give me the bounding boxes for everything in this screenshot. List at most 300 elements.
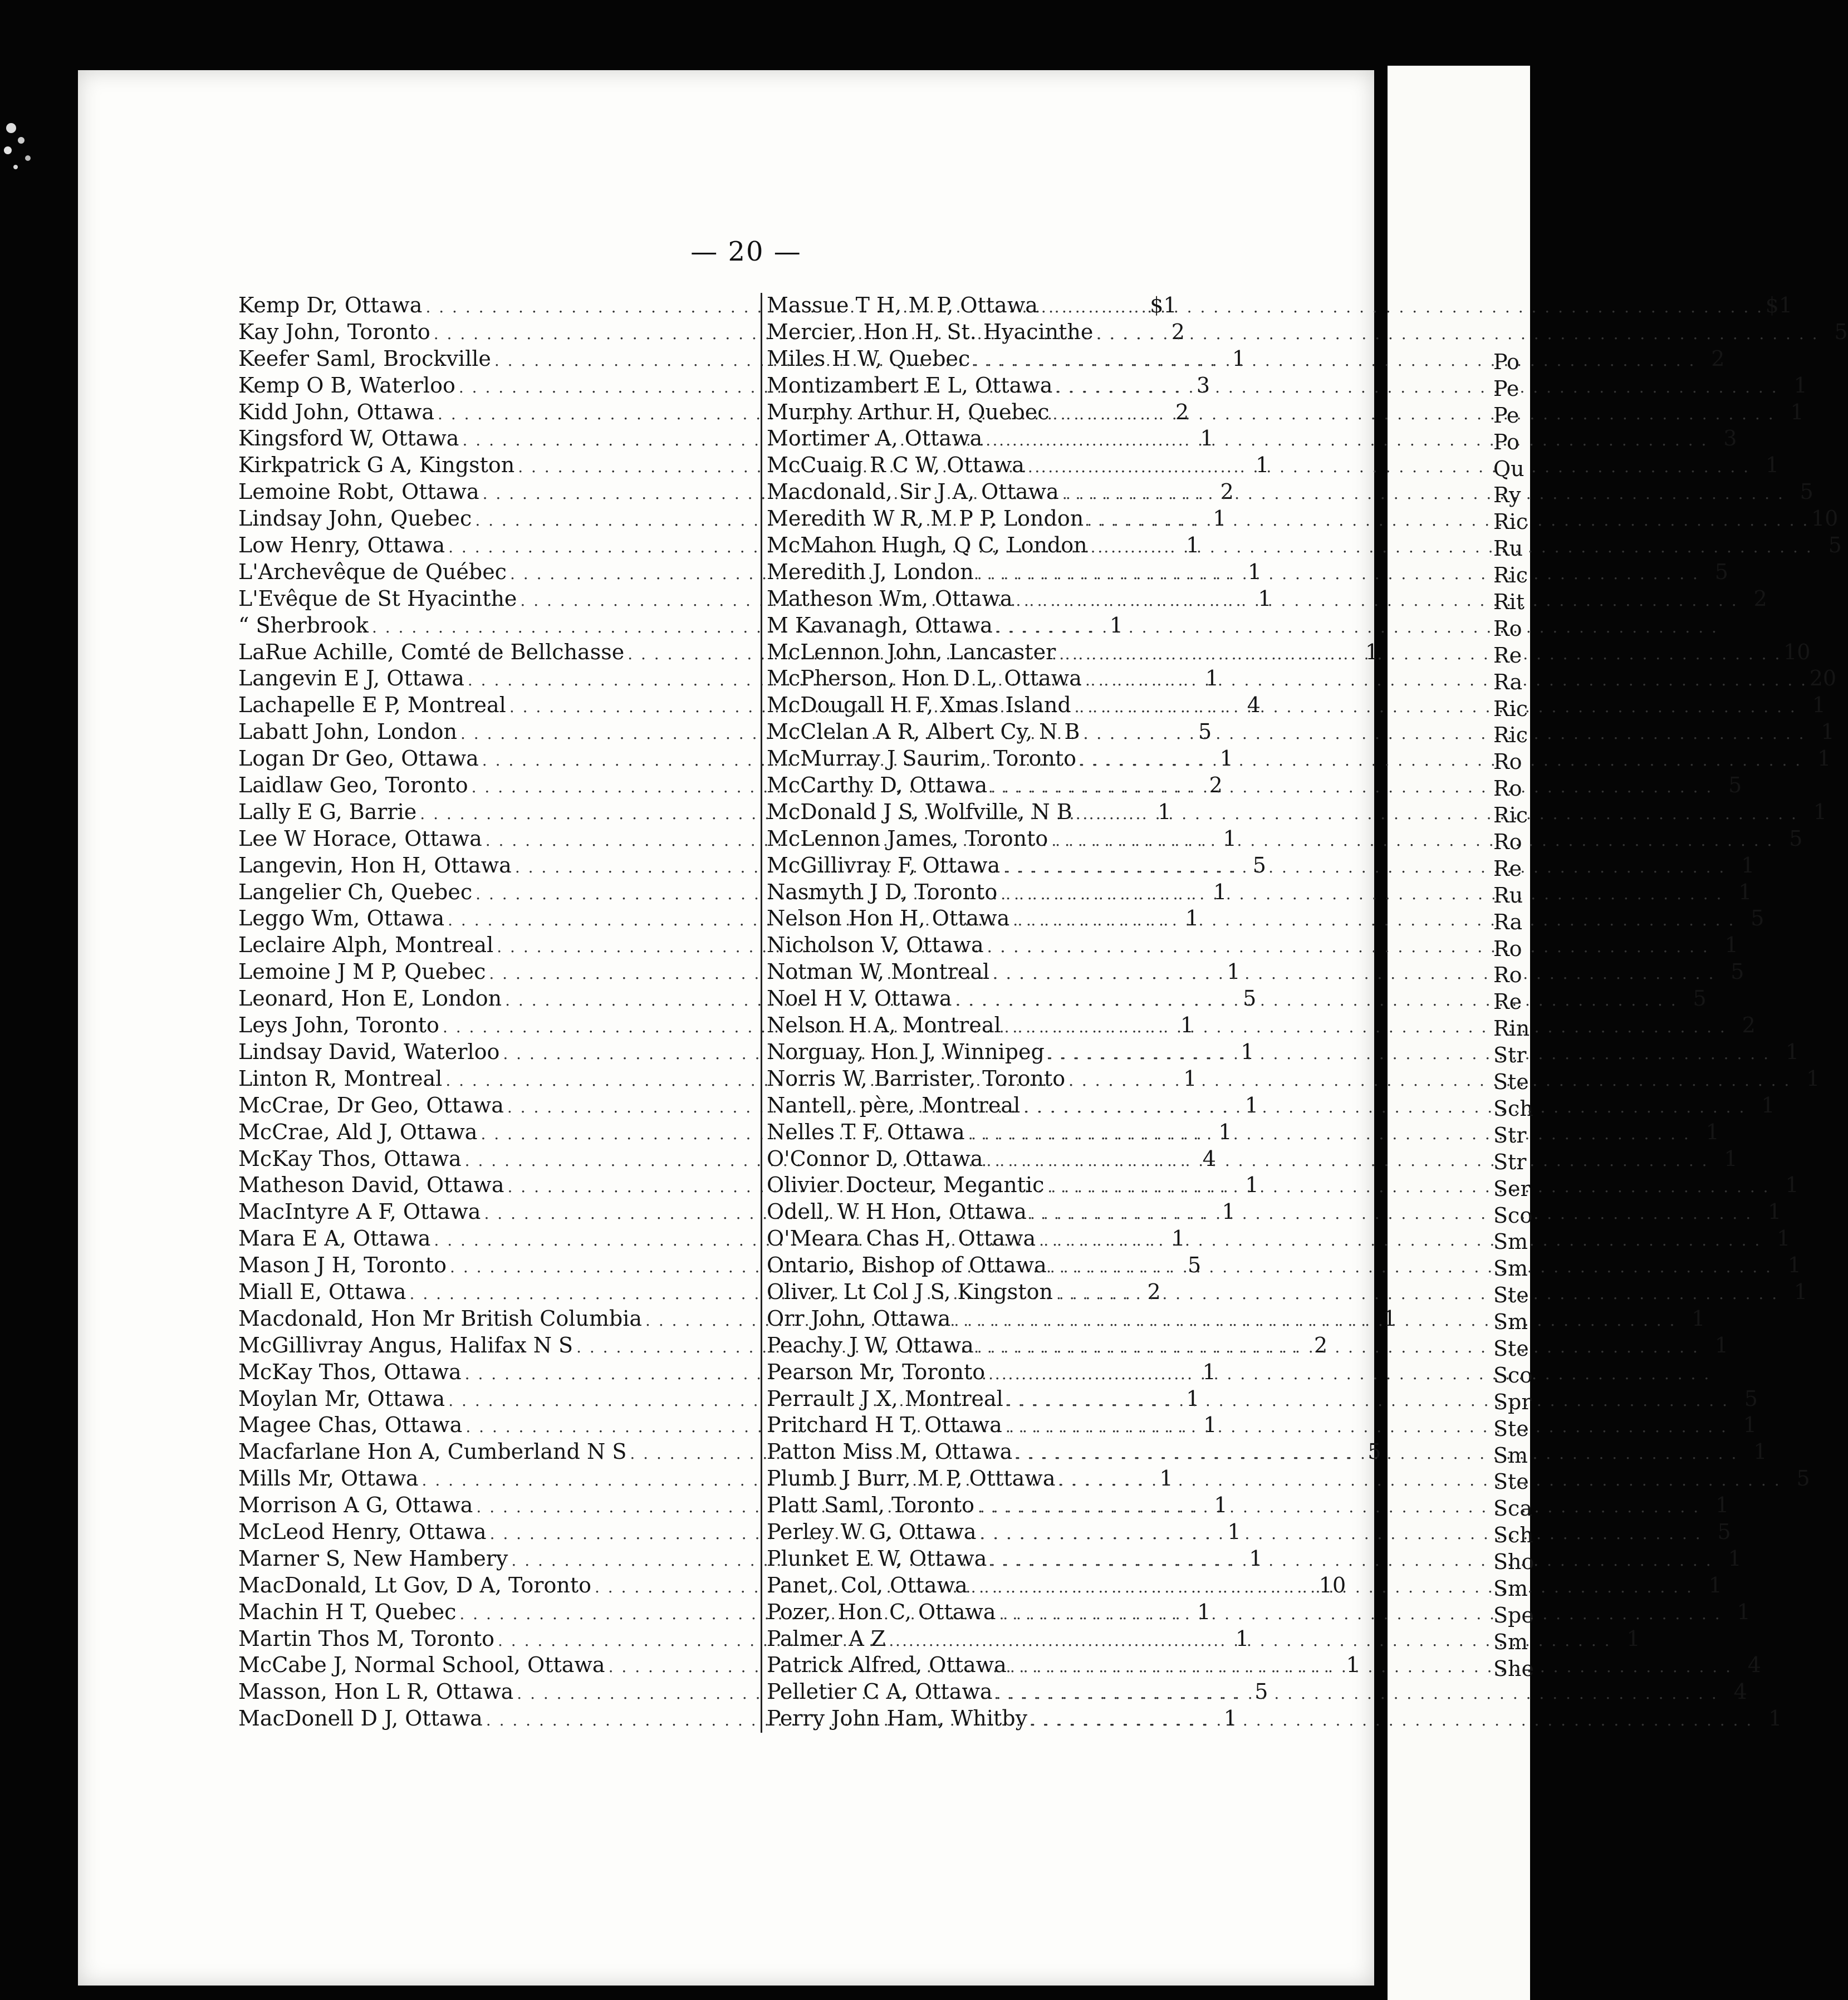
- next-page-fragment: Ric: [1493, 563, 1528, 588]
- leader-dots: [1091, 538, 1813, 556]
- subscriber-name: Magee Chas, Ottawa: [238, 1413, 463, 1438]
- next-page-fragment: Po: [1493, 350, 1519, 374]
- leader-dots: [1006, 1418, 1728, 1436]
- subscriber-name: Orr John, Ottawa: [767, 1306, 951, 1331]
- subscription-amount: 4: [1247, 693, 1261, 718]
- leader-dots: [1030, 1204, 1752, 1223]
- subscription-amount: 5: [1751, 906, 1764, 931]
- subscriber-name: Kirkpatrick G A, Kingston: [238, 453, 515, 478]
- subscriber-entry: [767, 319, 1848, 346]
- subscription-amount: 1: [1158, 799, 1171, 824]
- subscription-amount: 5: [1731, 959, 1744, 984]
- subscription-amount: 1: [1171, 1226, 1185, 1251]
- subscription-amount: 1: [1213, 879, 1227, 904]
- subscription-amount: 5: [1717, 1519, 1731, 1544]
- subscriber-name: McCarthy D, Ottawa: [767, 773, 988, 798]
- next-page-fragment: Qu: [1493, 456, 1525, 481]
- subscriber-name: Odell, W H Hon, Ottawa: [767, 1199, 1027, 1224]
- leader-dots: [1058, 1471, 1781, 1489]
- subscription-amount: 1: [1743, 1413, 1757, 1438]
- subscriber-name: McKay Thos, Ottawa: [238, 1146, 462, 1171]
- subscriber-name: McGillivray Angus, Halifax N S: [238, 1332, 573, 1357]
- subscriber-name: McCrae, Dr Geo, Ottawa: [238, 1092, 504, 1117]
- leader-dots: [1007, 1391, 1729, 1410]
- next-page-fragment: Rin: [1493, 1016, 1530, 1041]
- next-page-fragment: Ro: [1493, 936, 1522, 961]
- subscriber-name: Mercier, Hon H, St. Hyacinthe: [767, 319, 1094, 344]
- subscriber-name: Lemoine J M P, Quebec: [238, 959, 486, 984]
- subscription-amount: 1: [1186, 1386, 1200, 1411]
- subscription-amount: 1: [1365, 639, 1379, 664]
- next-page-fragment: Sm: [1493, 1310, 1528, 1335]
- leader-dots: [1016, 591, 1738, 610]
- subscription-amount: 1: [1785, 1039, 1799, 1064]
- subscription-amount: 1: [1793, 1279, 1808, 1304]
- leader-dots: [1031, 1711, 1753, 1729]
- subscription-amount: 5: [1254, 1679, 1268, 1704]
- leader-dots: [993, 964, 1715, 983]
- next-page-fragment: Sm: [1493, 1629, 1528, 1654]
- subscription-amount: 1: [1806, 1066, 1820, 1091]
- leader-dots: [988, 1365, 1710, 1383]
- subscription-amount: 1: [1793, 372, 1807, 398]
- subscriber-name: Kingsford W, Ottawa: [238, 426, 459, 451]
- subscriber-name: Langevin E J, Ottawa: [238, 666, 464, 691]
- subscription-amount: 1: [1383, 1306, 1397, 1331]
- next-page-fragment: Ru: [1493, 536, 1523, 561]
- subscription-amount: 10: [1318, 1572, 1346, 1597]
- subscriber-name: Plunket E W, Ottawa: [767, 1546, 987, 1571]
- subscriber-name: Moylan Mr, Ottawa: [238, 1386, 445, 1411]
- subscription-amount: 1: [1765, 453, 1780, 478]
- subscriber-name: Nelson H A, Montreal: [767, 1013, 1001, 1038]
- next-page-fragment: Ro: [1493, 749, 1522, 774]
- subscriber-name: Miall E, Ottawa: [238, 1279, 406, 1304]
- subscription-amount: 5: [1796, 1466, 1810, 1491]
- subscription-amount: 1: [1205, 666, 1219, 691]
- subscriber-name: Nicholson V, Ottawa: [767, 933, 984, 958]
- subscriber-name: Langevin, Hon H, Ottawa: [238, 852, 512, 878]
- subscriber-name: M Kavanagh, Ottawa: [767, 612, 993, 638]
- subscriber-name: Martin Thos M, Toronto: [238, 1626, 494, 1651]
- leader-dots: [1039, 1231, 1761, 1249]
- subscriber-name: Perley W G, Ottawa: [767, 1519, 977, 1544]
- leader-dots: [973, 351, 1695, 370]
- next-page-fragment: Ro: [1493, 830, 1522, 855]
- subscriber-name: Norris W, Barrister, Toronto: [767, 1066, 1066, 1091]
- leader-dots: [1068, 1071, 1791, 1090]
- subscription-amount: 5: [1744, 1386, 1758, 1411]
- subscriber-name: “ Sherbrook: [238, 612, 369, 638]
- subscriber-name: Lindsay John, Quebec: [238, 506, 472, 531]
- subscriber-name: Massue T H, M P, Ottawa: [767, 293, 1038, 317]
- subscriber-name: MacDonell D J, Ottawa: [238, 1706, 483, 1731]
- subscriber-name: Machin H T, Quebec: [238, 1599, 457, 1624]
- subscription-amount: 1: [1245, 1173, 1259, 1198]
- subscription-amount: 2: [1171, 319, 1185, 344]
- subscriber-name: Lemoine Robt, Ottawa: [238, 479, 479, 504]
- subscriber-name: Labatt John, London: [238, 719, 457, 744]
- subscriber-entry: [767, 1439, 1767, 1466]
- subscriber-name: McMurray J Saurim, Toronto: [767, 746, 1077, 771]
- subscription-amount: 2: [1753, 586, 1767, 611]
- next-page-fragment: Pe: [1493, 403, 1519, 428]
- subscriber-name: Keefer Saml, Brockville: [238, 346, 491, 371]
- subscription-amount: $1: [1765, 293, 1793, 317]
- next-page-fragment: Ro: [1493, 963, 1522, 988]
- subscription-amount: 5: [1834, 319, 1848, 344]
- subscriber-name: McPherson, Hon D L, Ottawa: [767, 666, 1082, 691]
- subscriber-name: Leonard, Hon E, London: [238, 986, 502, 1011]
- leader-dots: [996, 618, 1718, 636]
- leader-dots: [999, 1605, 1722, 1623]
- subscription-amount: 5: [1243, 986, 1257, 1011]
- subscriber-name: Leggo Wm, Ottawa: [238, 906, 445, 931]
- subscriber-name: Leys John, Toronto: [238, 1013, 439, 1038]
- subscriber-name: Meredith J, London: [767, 559, 974, 584]
- leader-dots: [1010, 1658, 1732, 1676]
- subscription-amount: 1: [1258, 586, 1272, 611]
- next-page-fragment: Ste: [1493, 1283, 1529, 1308]
- page-number: — 20 —: [690, 236, 802, 267]
- leader-dots: [954, 1311, 1676, 1330]
- leader-dots: [1052, 405, 1775, 423]
- next-page-fragment: Spe: [1493, 1602, 1534, 1628]
- next-page-fragment: Pe: [1493, 376, 1519, 401]
- subscriber-name: Lindsay David, Waterloo: [238, 1039, 500, 1064]
- next-page-fragment: Sch: [1493, 1523, 1533, 1548]
- subscription-amount: 3: [1723, 426, 1737, 451]
- subscription-amount: 1: [1241, 1039, 1254, 1064]
- next-page-fragment: Sho: [1493, 1550, 1535, 1575]
- subscriber-name: Morrison A G, Ottawa: [238, 1493, 473, 1518]
- subscriber-name: Langelier Ch, Quebec: [238, 879, 473, 904]
- subscription-amount: 5: [1693, 986, 1707, 1011]
- subscription-amount: 5: [1188, 1253, 1202, 1278]
- leader-dots: [1087, 511, 1809, 530]
- next-page-fragment: Ste: [1493, 1336, 1529, 1361]
- subscription-amount: 1: [1787, 1253, 1801, 1278]
- leader-dots: [996, 1684, 1718, 1703]
- subscriber-name: Lee W Horace, Ottawa: [238, 826, 482, 851]
- subscription-amount: 2: [1175, 399, 1189, 424]
- subscription-amount: 1: [1724, 1146, 1738, 1171]
- subscription-amount: 10: [1783, 639, 1811, 664]
- subscriber-name: McMahon Hugh, Q C, London: [767, 533, 1087, 558]
- leader-dots: [1062, 484, 1785, 503]
- subscription-amount: 1: [1223, 826, 1237, 851]
- leader-dots: [1028, 458, 1750, 476]
- subscriber-name: Low Henry, Ottawa: [238, 533, 445, 558]
- subscription-amount: 1: [1790, 399, 1804, 424]
- next-page-fragment: Sca: [1493, 1496, 1532, 1521]
- subscriber-name: Kidd John, Ottawa: [238, 399, 435, 424]
- subscription-amount: 1: [1214, 1493, 1228, 1518]
- leader-dots: [1096, 325, 1818, 343]
- leader-dots: [1050, 1258, 1772, 1276]
- subscriber-entry: [767, 1360, 1270, 1386]
- subscription-amount: 5: [1789, 826, 1803, 851]
- subscriber-name: Lachapelle E P, Montreal: [238, 693, 506, 718]
- subscriber-name: Matheson David, Ottawa: [238, 1173, 504, 1198]
- next-page-fragment: Po: [1493, 429, 1519, 454]
- next-page-fragment: Sco: [1493, 1362, 1533, 1388]
- next-page-fragment: Str: [1493, 1122, 1527, 1148]
- subscriber-name: Pelletier C A, Ottawa: [767, 1679, 993, 1704]
- subscriber-name: Oliver, Lt Col J S, Kingston: [767, 1279, 1053, 1304]
- subscription-amount: 1: [1785, 1173, 1799, 1198]
- next-page-fragment: Str: [1493, 1149, 1527, 1174]
- subscription-amount: 1: [1714, 1332, 1728, 1357]
- leader-dots: [955, 991, 1678, 1009]
- leader-dots: [1056, 1285, 1778, 1303]
- subscription-amount: 1: [1109, 612, 1124, 638]
- subscription-amount: 1: [1183, 1066, 1197, 1091]
- subscription-amount: 1: [1227, 959, 1241, 984]
- subscriber-name: Mills Mr, Ottawa: [238, 1466, 419, 1491]
- leader-dots: [1048, 1045, 1770, 1063]
- subscription-amount: 2: [1711, 346, 1725, 371]
- subscription-amount: 1: [1249, 1546, 1263, 1571]
- leader-dots: [1004, 1018, 1727, 1036]
- subscription-amount: 4: [1202, 1146, 1216, 1171]
- subscription-amount: 1: [1767, 1199, 1782, 1224]
- subscription-amount: 1: [1346, 1653, 1360, 1678]
- subscriber-name: Plumb J Burr, M P, Otttawa: [767, 1466, 1056, 1491]
- subscription-amount: 1: [1203, 1413, 1217, 1438]
- leader-dots: [986, 1151, 1708, 1170]
- subscriber-name: Meredith W R, M P P, London: [767, 506, 1084, 531]
- subscriber-name: Platt Saml, Toronto: [767, 1493, 974, 1518]
- subscriber-name: Nasmyth J D, Toronto: [767, 879, 998, 904]
- subscriber-name: McLennon John, Lancaster: [767, 639, 1056, 664]
- subscriber-name: O'Meara Chas H, Ottawa: [767, 1226, 1036, 1251]
- subscriber-name: McClelan A R, Albert Cy, N B: [767, 719, 1080, 744]
- subscriber-name: Montizambert E L, Ottawa: [767, 372, 1053, 398]
- next-page-fragment: Ro: [1493, 776, 1522, 801]
- subscriber-name: Lally E G, Barrie: [238, 799, 417, 824]
- subscriber-name: Perrault J X, Montreal: [767, 1386, 1003, 1411]
- next-page-fragment: Ste: [1493, 1416, 1529, 1441]
- subscription-amount: 1: [1227, 1519, 1241, 1544]
- subscriber-name: Masson, Hon L R, Ottawa: [238, 1679, 514, 1704]
- subscriber-name: Matheson Wm, Ottawa: [767, 586, 1013, 611]
- leader-dots: [990, 1551, 1712, 1570]
- subscriber-name: Pritchard H T, Ottawa: [767, 1413, 1002, 1438]
- subscriber-name: McDougall H F, Xmas Island: [767, 693, 1071, 718]
- subscriber-name: L'Evêque de St Hyacinthe: [238, 586, 517, 611]
- next-page-fragment: Sm: [1493, 1256, 1528, 1281]
- next-page-fragment: Ric: [1493, 723, 1528, 748]
- subscriber-name: Norguay, Hon J, Winnipeg: [767, 1039, 1045, 1064]
- subscription-amount: 1: [1186, 533, 1200, 558]
- subscriber-name: McCuaig R C W, Ottawa: [767, 453, 1025, 478]
- subscriber-name: McGillivray F, Ottawa: [767, 852, 1001, 878]
- subscriber-name: Nantell, père, Montreal: [767, 1092, 1021, 1117]
- subscription-amount: 1: [1692, 1306, 1705, 1331]
- subscriber-name: Leclaire Alph, Montreal: [238, 933, 494, 958]
- next-page-fragment: Ser: [1493, 1176, 1531, 1201]
- subscription-amount: 1: [1197, 1599, 1211, 1624]
- leader-dots: [980, 1524, 1702, 1543]
- subscription-amount: 5: [1367, 1439, 1381, 1464]
- next-page-fragment: Sm: [1493, 1576, 1528, 1601]
- subscriber-name: Palmer A Z: [767, 1626, 886, 1651]
- subscriber-entry: [767, 826, 1803, 853]
- next-page-fragment: Ro: [1493, 616, 1522, 641]
- subscriber-name: Noel H V, Ottawa: [767, 986, 952, 1011]
- subscription-amount: $1: [1150, 293, 1177, 317]
- subscriber-name: Mara E A, Ottawa: [238, 1226, 431, 1251]
- next-page-fragment: Rit: [1493, 590, 1525, 615]
- next-page-fragment: Ra: [1493, 669, 1523, 694]
- subscriber-name: Panet, Col, Ottawa: [767, 1572, 968, 1597]
- scan-specks: [0, 111, 50, 184]
- subscription-amount: 1: [1741, 852, 1755, 878]
- subscriber-name: Nelles T F, Ottawa: [767, 1119, 965, 1144]
- subscription-amount: 20: [1809, 666, 1837, 691]
- subscriber-name: McCrae, Ald J, Ottawa: [238, 1119, 478, 1144]
- subscriber-name: Kay John, Toronto: [238, 319, 430, 344]
- subscriber-name: O'Connor D, Ottawa: [767, 1146, 983, 1171]
- subscription-amount: 1: [1202, 1359, 1216, 1384]
- subscriber-entry: [767, 1706, 1782, 1733]
- leader-dots: [977, 1338, 1699, 1356]
- subscriber-name: McLennon James, Toronto: [767, 826, 1048, 851]
- subscription-amount: 1: [1232, 346, 1246, 371]
- next-page-fragment: Sch: [1493, 1096, 1533, 1121]
- next-page-fragment: Sm: [1493, 1229, 1528, 1254]
- subscription-amount: 2: [1209, 773, 1223, 798]
- next-page-fragment: Ste: [1493, 1469, 1529, 1494]
- subscription-amount: 1: [1223, 1706, 1237, 1731]
- subscriber-name: Pearson Mr, Toronto: [767, 1359, 986, 1384]
- subscriber-name: Macfarlane Hon A, Cumberland N S: [238, 1439, 627, 1464]
- subscription-amount: 1: [1737, 1599, 1751, 1624]
- subscription-amount: 1: [1821, 719, 1835, 744]
- subscription-amount: 1: [1235, 1626, 1249, 1651]
- subscription-amount: 1: [1213, 506, 1227, 531]
- subscriber-name: Ontario, Bishop of Ottawa: [767, 1253, 1047, 1278]
- subscription-amount: 1: [1738, 879, 1752, 904]
- subscriber-name: Patrick Alfred, Ottawa: [767, 1653, 1007, 1678]
- subscription-amount: 1: [1708, 1572, 1722, 1597]
- subscription-amount: 1: [1753, 1439, 1767, 1464]
- next-page-fragment: Sm: [1493, 1443, 1528, 1468]
- leader-dots: [1059, 645, 1781, 663]
- subscription-amount: 1: [1728, 1546, 1742, 1571]
- subscription-amount: 1: [1724, 933, 1738, 958]
- subscription-amount: 2: [1742, 1013, 1756, 1038]
- subscriber-name: Pozer, Hon C, Ottawa: [767, 1599, 996, 1624]
- subscription-amount: 1: [1218, 1119, 1232, 1144]
- subscriber-name: Laidlaw Geo, Toronto: [238, 773, 468, 798]
- subscription-amount: 2: [1220, 479, 1234, 504]
- next-page-fragment: Ric: [1493, 509, 1528, 535]
- subscription-amount: 1: [1715, 1493, 1729, 1518]
- leader-dots: [1075, 698, 1797, 716]
- subscriber-name: Olivier Docteur, Megantic: [767, 1173, 1045, 1198]
- leader-dots: [1083, 724, 1805, 743]
- next-page-fragment: Re: [1493, 643, 1522, 668]
- subscriber-entry: [767, 613, 1270, 640]
- subscription-amount: 1: [1777, 1226, 1791, 1251]
- subscription-amount: 1: [1200, 426, 1214, 451]
- next-page-fragment: Ru: [1493, 883, 1523, 908]
- subscriber-name: Linton R, Montreal: [238, 1066, 443, 1091]
- subscription-amount: 1: [1180, 1013, 1194, 1038]
- subscription-amount: 1: [1768, 1706, 1782, 1731]
- subscription-amount: 5: [1800, 479, 1813, 504]
- leader-dots: [978, 1498, 1700, 1516]
- next-page-fragment: Ra: [1493, 909, 1523, 934]
- next-page-fragment: Re: [1493, 856, 1522, 881]
- subscriber-name: Kemp Dr, Ottawa: [238, 293, 423, 317]
- leader-dots: [1041, 298, 1763, 316]
- subscriber-name: Marner S, New Hambery: [238, 1546, 508, 1571]
- leader-dots: [1023, 1098, 1746, 1116]
- subscription-amount: 5: [1728, 773, 1742, 798]
- leader-dots: [889, 1631, 1611, 1650]
- subscriber-name: Nelson Hon H, Ottawa: [767, 906, 1010, 931]
- subscriber-name: Peachy J W, Ottawa: [767, 1332, 974, 1357]
- leader-dots: [977, 565, 1699, 583]
- subscriber-name: Murphy Arthur H, Quebec: [767, 399, 1050, 424]
- leader-dots: [1076, 805, 1798, 823]
- subscriber-name: LaRue Achille, Comté de Bellchasse: [238, 639, 625, 664]
- subscription-amount: 1: [1185, 906, 1199, 931]
- subscriber-name: Perry John Ham, Whitby: [767, 1706, 1028, 1731]
- next-page-fragment: She: [1493, 1656, 1534, 1681]
- next-page-fragment: Ste: [1493, 1070, 1529, 1095]
- subscription-amount: 1: [1219, 746, 1233, 771]
- leader-dots: [1001, 885, 1723, 903]
- subscriber-name: McLeod Henry, Ottawa: [238, 1519, 487, 1544]
- subscription-amount: 5: [1714, 559, 1728, 584]
- subscriber-name: Miles H W, Quebec: [767, 346, 970, 371]
- subscriber-name: Mason J H, Toronto: [238, 1253, 447, 1278]
- leader-dots: [987, 938, 1709, 956]
- subscription-amount: 10: [1811, 506, 1839, 531]
- subscriber-name: Macdonald, Hon Mr British Columbia: [238, 1306, 643, 1331]
- leader-dots: [1013, 911, 1735, 929]
- leader-dots: [1047, 1178, 1769, 1196]
- next-page-fragment: Re: [1493, 989, 1522, 1014]
- next-page-fragment: Ry: [1493, 483, 1521, 508]
- subscription-amount: 1: [1247, 559, 1262, 584]
- next-page-fragment: Spr: [1493, 1389, 1532, 1414]
- leader-dots: [1003, 858, 1726, 876]
- subscription-amount: 4: [1747, 1653, 1761, 1678]
- leader-dots: [1016, 1444, 1738, 1463]
- subscriber-name: Kemp O B, Waterloo: [238, 372, 455, 398]
- subscription-amount: 1: [1256, 453, 1269, 478]
- leader-dots: [991, 778, 1713, 796]
- next-page-fragment: Ric: [1493, 696, 1528, 721]
- subscription-amount: 5: [1198, 719, 1212, 744]
- leader-dots: [1056, 378, 1778, 396]
- subscription-amount: 1: [1705, 1119, 1719, 1144]
- subscriber-entry: [767, 746, 1831, 773]
- subscription-amount: 1: [1761, 1092, 1775, 1117]
- subscriber-name: Notman W, Montreal: [767, 959, 990, 984]
- subscription-amount: 1: [1159, 1466, 1173, 1491]
- subscriber-name: L'Archevêque de Québec: [238, 559, 507, 584]
- subscriber-name: Macdonald, Sir J A, Ottawa: [767, 479, 1059, 504]
- subscriber-name: MacIntyre A F, Ottawa: [238, 1199, 481, 1224]
- subscription-amount: 2: [1147, 1279, 1161, 1304]
- subscriber-name: McDonald J S, Wolfville, N B: [767, 799, 1072, 824]
